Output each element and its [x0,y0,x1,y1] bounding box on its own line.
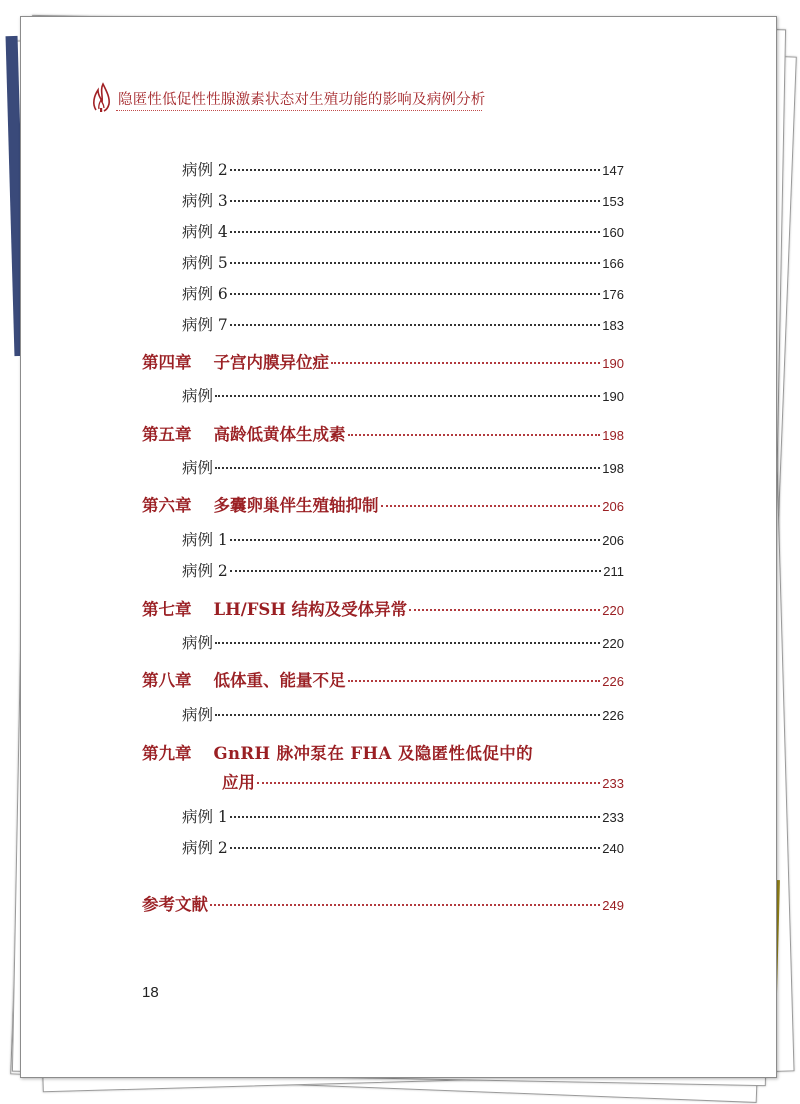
toc-entry-case[interactable] [182,282,624,304]
page-ref: 153 [602,194,624,209]
dot-leader [210,904,600,906]
dot-leader [230,169,601,171]
toc-entry-chapter[interactable] [142,740,533,764]
page-ref: 233 [602,776,624,791]
dot-leader [230,262,601,264]
dot-leader [230,847,601,849]
toc-entry-chapter[interactable] [142,349,624,373]
dot-leader [348,434,601,436]
toc-entry-chapter[interactable] [142,421,624,445]
page-ref: 160 [602,225,624,240]
dot-leader [230,539,601,541]
page-ref: 226 [602,674,624,689]
dot-leader [257,782,600,784]
case-label: 病例 [182,387,214,405]
page-ref: 249 [602,898,624,913]
case-label: 病例 3 [182,192,228,210]
case-label: 病例 2 [182,562,228,580]
toc-entry-chapter[interactable] [142,492,624,516]
toc-entry-case[interactable] [182,189,624,211]
page-ref: 176 [602,287,624,302]
page-ref: 226 [602,708,624,723]
case-label: 病例 [182,634,214,652]
page-ref: 147 [602,163,624,178]
case-label: 病例 5 [182,254,228,272]
page-ref: 220 [602,603,624,618]
chapter-number: 第六章 [142,496,192,515]
toc-entry-case[interactable] [182,836,624,858]
toc-entry-case[interactable] [182,631,624,653]
chapter-number: 第九章 [142,744,192,763]
dot-leader [409,609,600,611]
chapter-title: 低体重、能量不足 [213,671,346,690]
dot-leader [230,570,601,572]
toc-entry-case[interactable] [182,456,624,478]
case-label: 病例 2 [182,161,228,179]
dot-leader [215,642,600,644]
case-label: 病例 4 [182,223,228,241]
flame-logo-icon [90,82,114,114]
toc-entry-case[interactable] [182,559,624,581]
page-ref: 206 [602,533,624,548]
case-label: 病例 6 [182,285,228,303]
running-header [90,78,486,120]
dot-leader [230,200,601,202]
dot-leader [230,231,601,233]
dot-leader [230,324,601,326]
case-label: 病例 1 [182,531,228,549]
toc-entry-case[interactable] [182,158,624,180]
case-label: 病例 [182,706,214,724]
case-label: 病例 [182,459,214,477]
chapter-title: GnRH 脉冲泵在 FHA 及隐匿性低促中的 [213,744,534,763]
dot-leader [215,467,600,469]
toc-entry-case[interactable] [182,251,624,273]
page-ref: 198 [602,461,624,476]
dot-leader [381,505,601,507]
header-rule [116,110,482,111]
chapter-title-continued: 应用 [222,773,255,792]
references-title: 参考文献 [142,895,208,914]
toc-entry-case[interactable] [182,805,624,827]
dot-leader [230,816,601,818]
toc-entry-case[interactable] [182,313,624,335]
toc-entry-chapter[interactable] [142,596,624,620]
toc-entry-chapter-continuation[interactable] [222,769,624,793]
page-number: 18 [142,984,159,1001]
page-ref: 233 [602,810,624,825]
toc-entry-chapter[interactable] [142,667,624,691]
page-ref: 190 [602,389,624,404]
chapter-number: 第五章 [142,425,192,444]
header-title: 隐匿性低促性性腺激素状态对生殖功能的影响及病例分析 [118,92,486,108]
case-label: 病例 2 [182,839,228,857]
toc-entry-case[interactable] [182,703,624,725]
page-ref: 198 [602,428,624,443]
page-ref: 220 [602,636,624,651]
page-ref: 166 [602,256,624,271]
chapter-number: 第七章 [142,600,192,619]
chapter-title: 高龄低黄体生成素 [213,425,346,444]
chapter-number: 第四章 [142,353,192,372]
page-ref: 240 [602,841,624,856]
dot-leader [215,395,600,397]
chapter-title: 多囊卵巢伴生殖轴抑制 [213,496,379,515]
page-ref: 211 [603,564,624,579]
chapter-title: 子宫内膜异位症 [213,353,329,372]
toc-entry-references[interactable] [142,891,624,915]
case-label: 病例 7 [182,316,228,334]
dot-leader [215,714,600,716]
toc-entry-case[interactable] [182,384,624,406]
chapter-number: 第八章 [142,671,192,690]
page-ref: 183 [602,318,624,333]
dot-leader [230,293,601,295]
case-label: 病例 1 [182,808,228,826]
dot-leader [348,680,601,682]
toc-entry-case[interactable] [182,220,624,242]
toc-entry-case[interactable] [182,528,624,550]
chapter-title: LH/FSH 结构及受体异常 [213,600,408,619]
page-ref: 190 [602,356,624,371]
dot-leader [331,362,600,364]
page-ref: 206 [602,499,624,514]
